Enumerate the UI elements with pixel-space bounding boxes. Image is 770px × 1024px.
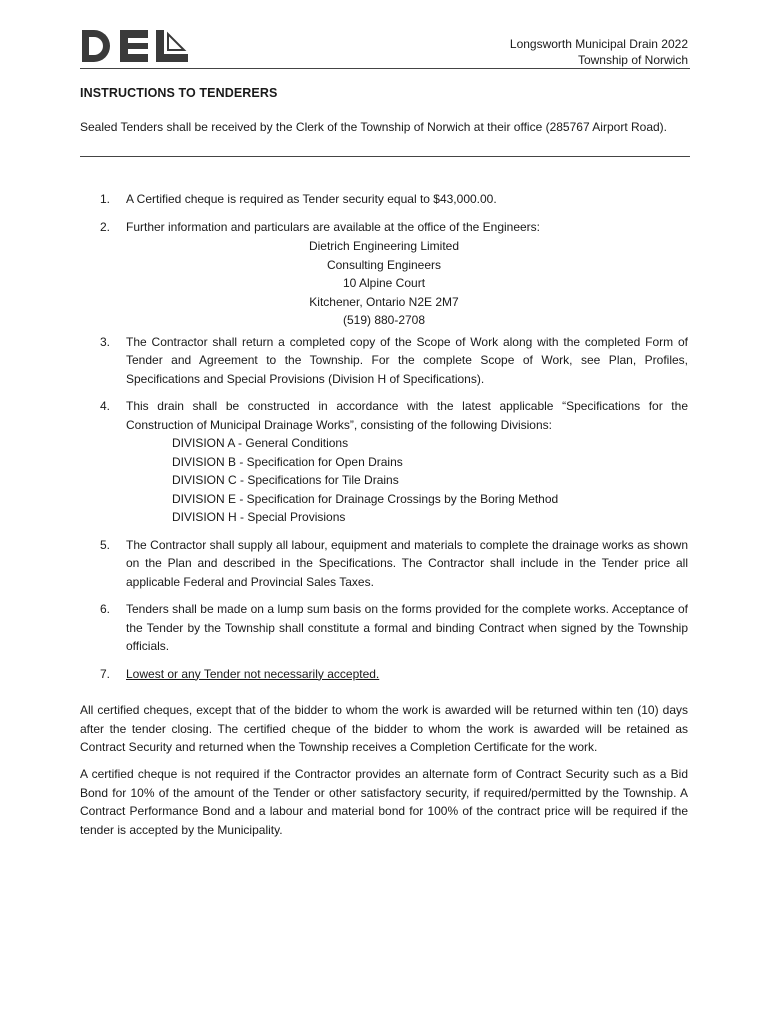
- item-text: A Certified cheque is required as Tender security equal to $43,000.00.: [126, 192, 497, 206]
- list-item: [80, 536, 688, 592]
- item-text: Lowest or any Tender not necessarily accepted.: [126, 666, 380, 681]
- list-item: [80, 218, 688, 330]
- division-item: DIVISION E - Specification for Drainage Crossings by the Boring Method: [172, 491, 559, 506]
- instructions-list: [80, 190, 688, 692]
- item-number: 5.: [100, 537, 111, 552]
- item-text: Tenders shall be made on a lump sum basis on the forms provided for the complete works. Acceptance of the Tender by the Township shall constitute a formal and binding Contract when signed by the Township officials.: [126, 602, 688, 653]
- item-number: 7.: [100, 666, 111, 681]
- address-line: Consulting Engineers: [326, 257, 442, 272]
- address-line: Kitchener, Ontario N2E 2M7: [309, 294, 459, 309]
- item-number: 2.: [100, 219, 111, 234]
- list-item: [80, 600, 688, 656]
- item-text: Further information and particulars are available at the office of the Engineers:: [126, 219, 541, 234]
- list-item: [80, 665, 688, 684]
- header-divider: [80, 68, 690, 69]
- division-item: DIVISION A - General Conditions: [172, 436, 349, 450]
- intro-divider: [80, 156, 690, 157]
- item-number: 6.: [100, 602, 111, 616]
- project-name: Longsworth Municipal Drain 2022: [509, 37, 688, 51]
- address-line: Dietrich Engineering Limited: [308, 239, 460, 253]
- item-number: 4.: [100, 399, 111, 413]
- address-phone: (519) 880-2708: [342, 313, 426, 327]
- engineer-address: [126, 237, 688, 330]
- list-item: [80, 397, 688, 527]
- division-list: [172, 434, 688, 527]
- division-item: DIVISION C - Specifications for Tile Drains: [172, 473, 399, 487]
- page-title: INSTRUCTIONS TO TENDERERS: [80, 86, 278, 100]
- item-number: 1.: [100, 192, 111, 206]
- item-number: 3.: [100, 334, 111, 349]
- item-text: This drain shall be constructed in accordance with the latest applicable “Specifications for the Construction of Municipal Drainage Works”, consisting of the following Divisions:: [126, 399, 688, 432]
- address-line: 10 Alpine Court: [342, 276, 426, 290]
- certified-cheques-paragraph: All certified cheques, except that of the bidder to whom the work is awarded will be returned within ten (10) days after the tender closing. The certified cheque of the bidder to whom the work is awarded will be retained as Contract Security and returned when the Township receives a Completion Certificate for the work.: [80, 703, 688, 754]
- item-text: The Contractor shall return a completed copy of the Scope of Work along with the completed Form of Tender and Agreement to the Township. For the complete Scope of Work, see Plan, Profiles, Specifications and Special Provisions (Division H of Specifications).: [126, 334, 688, 386]
- township-name: Township of Norwich: [577, 53, 688, 67]
- header-info: [510, 36, 688, 68]
- company-logo: [80, 28, 190, 64]
- division-item: DIVISION H - Special Provisions: [172, 510, 346, 524]
- intro-paragraph: Sealed Tenders shall be received by the Clerk of the Township of Norwich at their office (285767 Airport Road).: [80, 120, 667, 134]
- list-item: [80, 190, 688, 209]
- list-item: [80, 333, 688, 389]
- division-item: DIVISION B - Specification for Open Drains: [172, 454, 403, 469]
- contract-security-paragraph: A certified cheque is not required if the Contractor provides an alternate form of Contract Security such as a Bid Bond for 10% of the amount of the Tender or other satisfactory security, if required/permitted by the Township. A Contract Performance Bond and a labour and material bond for 100% of the contract price will be required if the tender is accepted by the Municipality.: [80, 767, 688, 837]
- item-text: The Contractor shall supply all labour, equipment and materials to complete the drainage works as shown on the Plan and described in the Specifications. The Contractor shall include in the Tender price all applicable Federal and Provincial Sales Taxes.: [126, 537, 688, 589]
